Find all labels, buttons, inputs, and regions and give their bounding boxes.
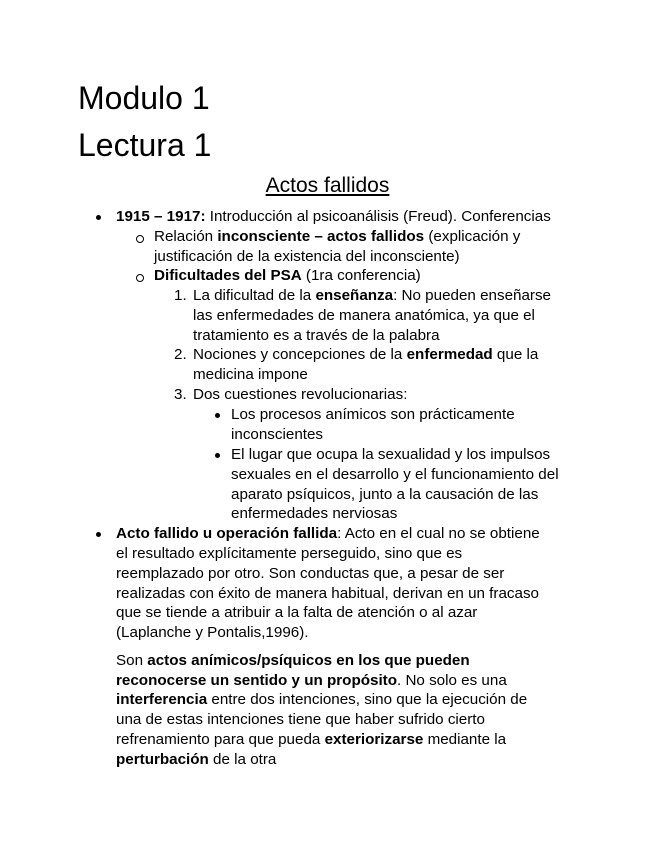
sub-sub-item-procesos: Los procesos anímicos son prácticamente (231, 406, 515, 423)
bold-text: Acto fallido u operación fallida (116, 525, 338, 542)
bullet-dot-icon (215, 453, 220, 458)
list-item-2 (116, 524, 540, 544)
text: entre dos intenciones, sino que la ejecución de (207, 691, 528, 708)
bold-text: enfermedad (406, 346, 493, 363)
number-1: 1. (174, 287, 187, 304)
text: Nociones y concepciones de la (193, 346, 407, 363)
bullet-circle-icon (136, 274, 144, 282)
list-item-1 (116, 207, 551, 227)
sub-sub-item-sexualidad: El lugar que ocupa la sexualidad y los impulsos (231, 446, 551, 463)
text: : Acto en el cual no se obtiene (337, 525, 540, 542)
list-item-2-cont: reemplazado por otro. Son conductas que, a pesar de ser (116, 565, 505, 582)
text: Relación (154, 228, 218, 245)
module-heading: Modulo 1 (78, 80, 210, 116)
bullet-dot-icon (215, 413, 220, 418)
bold-text: exteriorizarse (324, 731, 424, 748)
paragraph-line (116, 671, 507, 691)
bold-text: reconocerse un sentido y un propósito (116, 672, 398, 689)
bullet-dot-icon (96, 215, 101, 220)
sub-sub-item-sexualidad-cont: enfermedades nerviosas (231, 505, 398, 522)
numbered-item-2 (193, 345, 538, 365)
text: La dificultad de la (193, 287, 316, 304)
bold-text: actos anímicos/psíquicos en los que pueden (147, 652, 470, 669)
paragraph-line (116, 690, 527, 710)
bold-text: interferencia (116, 691, 208, 708)
text: mediante la (423, 731, 507, 748)
number-2: 2. (174, 346, 187, 363)
list-item-2-cont: el resultado explícitamente perseguido, sino que es (116, 545, 463, 562)
bullet-dot-icon (96, 532, 101, 537)
text: Son (116, 652, 148, 669)
numbered-item-3: Dos cuestiones revolucionarias: (193, 386, 408, 403)
bold-text: Dificultades del PSA (154, 267, 302, 284)
paragraph-line (116, 730, 506, 750)
sub-sub-item-sexualidad-cont: sexuales en el desarrollo y el funcionamiento del (231, 466, 559, 483)
sub-item-relacion-cont: justificación de la existencia del inconsciente) (154, 248, 460, 265)
list-item-2-cont: que se tiende a atribuir a la falta de atención o al azar (116, 604, 478, 621)
paragraph-line (116, 750, 276, 770)
text: que la (492, 346, 539, 363)
numbered-item-1-cont: tratamiento es a través de la palabra (193, 327, 440, 344)
list-item-2-cont: (Laplanche y Pontalis,1996). (116, 624, 309, 641)
text: (explicación y (424, 228, 521, 245)
sub-item-dificultades (154, 266, 421, 286)
bold-text: perturbación (116, 751, 209, 768)
text: : No pueden enseñarse (393, 287, 552, 304)
number-3: 3. (174, 386, 187, 403)
date-range: 1915 – 1917: (116, 208, 206, 225)
text: refrenamiento para que pueda (116, 731, 325, 748)
list-item-2-cont: realizadas con éxito de manera habitual, derivan en un fracaso (116, 585, 539, 602)
text: de la otra (208, 751, 277, 768)
sub-item-relacion (154, 227, 520, 247)
numbered-item-1 (193, 286, 551, 306)
item-text: Introducción al psicoanálisis (Freud). Conferencias (205, 208, 551, 225)
numbered-item-1-cont: las enfermedades de manera anatómica, ya que el (193, 307, 535, 324)
text: (1ra conferencia) (301, 267, 421, 284)
section-title: Actos fallidos (265, 174, 390, 197)
text: . No solo es una (397, 672, 507, 689)
paragraph-line: una de estas intenciones tiene que haber sufrido cierto (116, 711, 485, 728)
bold-text: enseñanza (315, 287, 394, 304)
lecture-heading: Lectura 1 (78, 127, 212, 163)
bullet-circle-icon (136, 235, 144, 243)
sub-sub-item-sexualidad-cont: aparato psíquicos, junto a la causación de las (231, 486, 539, 503)
sub-sub-item-procesos-cont: inconscientes (231, 426, 324, 443)
numbered-item-2-cont: medicina impone (193, 366, 308, 383)
paragraph-line (116, 651, 470, 671)
bold-text: inconsciente – actos fallidos (217, 228, 425, 245)
